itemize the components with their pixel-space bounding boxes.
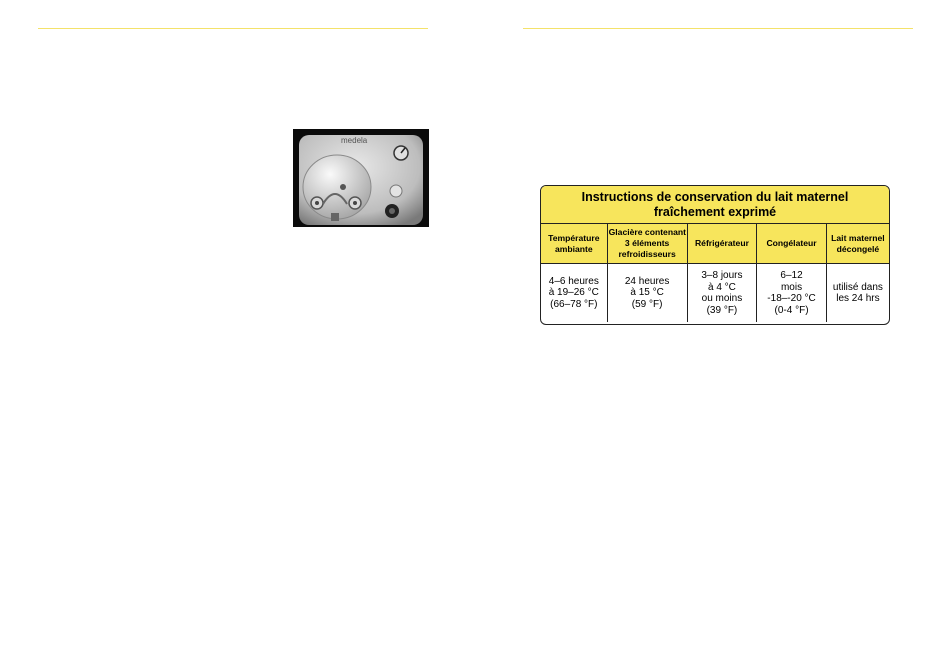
value-line: 4–6 heures bbox=[548, 275, 599, 287]
pump-photo bbox=[293, 129, 429, 227]
header-line: décongelé bbox=[836, 243, 880, 254]
header-line: 3 éléments bbox=[624, 238, 670, 248]
value-line: les 24 hrs bbox=[836, 293, 880, 304]
cell-thawed-milk bbox=[826, 264, 889, 323]
value-line: (0-4 °F) bbox=[774, 304, 809, 316]
storage-grid bbox=[541, 224, 889, 322]
value-line: 24 heures bbox=[624, 275, 670, 287]
values-row bbox=[541, 264, 889, 323]
value-line: utilisé dans bbox=[832, 281, 883, 293]
col-header-freezer bbox=[757, 224, 827, 264]
top-rule-left bbox=[38, 28, 428, 29]
header-line: Réfrigérateur bbox=[694, 238, 749, 248]
value-line: (59 °F) bbox=[631, 298, 663, 310]
svg-text:medela: medela bbox=[341, 136, 368, 145]
milk-storage-table bbox=[540, 185, 890, 325]
header-line: Glacière contenant bbox=[608, 227, 686, 237]
table-title-line: Instructions de conservation du lait maternel bbox=[581, 190, 849, 204]
cell-refrigerator bbox=[687, 264, 757, 323]
col-header-refrigerator bbox=[687, 224, 757, 264]
value-line: mois bbox=[780, 281, 803, 293]
table-title-line: fraîchement exprimé bbox=[653, 205, 777, 219]
col-header-cooler bbox=[607, 224, 687, 264]
value-line: à 4 °C bbox=[707, 281, 736, 293]
pump-illustration bbox=[293, 129, 429, 227]
cell-cooler bbox=[607, 264, 687, 323]
value-line: (66–78 °F) bbox=[550, 298, 598, 310]
header-row bbox=[541, 224, 889, 264]
value-line: à 15 °C bbox=[630, 287, 664, 299]
value-line: -18–-20 °C bbox=[767, 293, 816, 304]
table-title bbox=[541, 186, 889, 224]
value-line: 6–12 bbox=[780, 270, 803, 281]
value-line: à 19–26 °C bbox=[548, 287, 599, 299]
header-line: Température bbox=[548, 232, 600, 243]
value-line: 3–8 jours bbox=[701, 270, 743, 281]
header-line: ambiante bbox=[554, 243, 593, 254]
value-line: ou moins bbox=[701, 293, 743, 304]
header-line: Lait maternel bbox=[831, 232, 885, 243]
col-header-thawed-milk bbox=[826, 224, 889, 264]
header-line: Congélateur bbox=[766, 238, 817, 248]
header-line: refroidisseurs bbox=[618, 249, 676, 259]
col-header-room-temp bbox=[541, 224, 607, 264]
cell-freezer bbox=[757, 264, 827, 323]
cell-room-temp bbox=[541, 264, 607, 323]
top-rule-right bbox=[523, 28, 913, 29]
value-line: (39 °F) bbox=[706, 304, 738, 316]
